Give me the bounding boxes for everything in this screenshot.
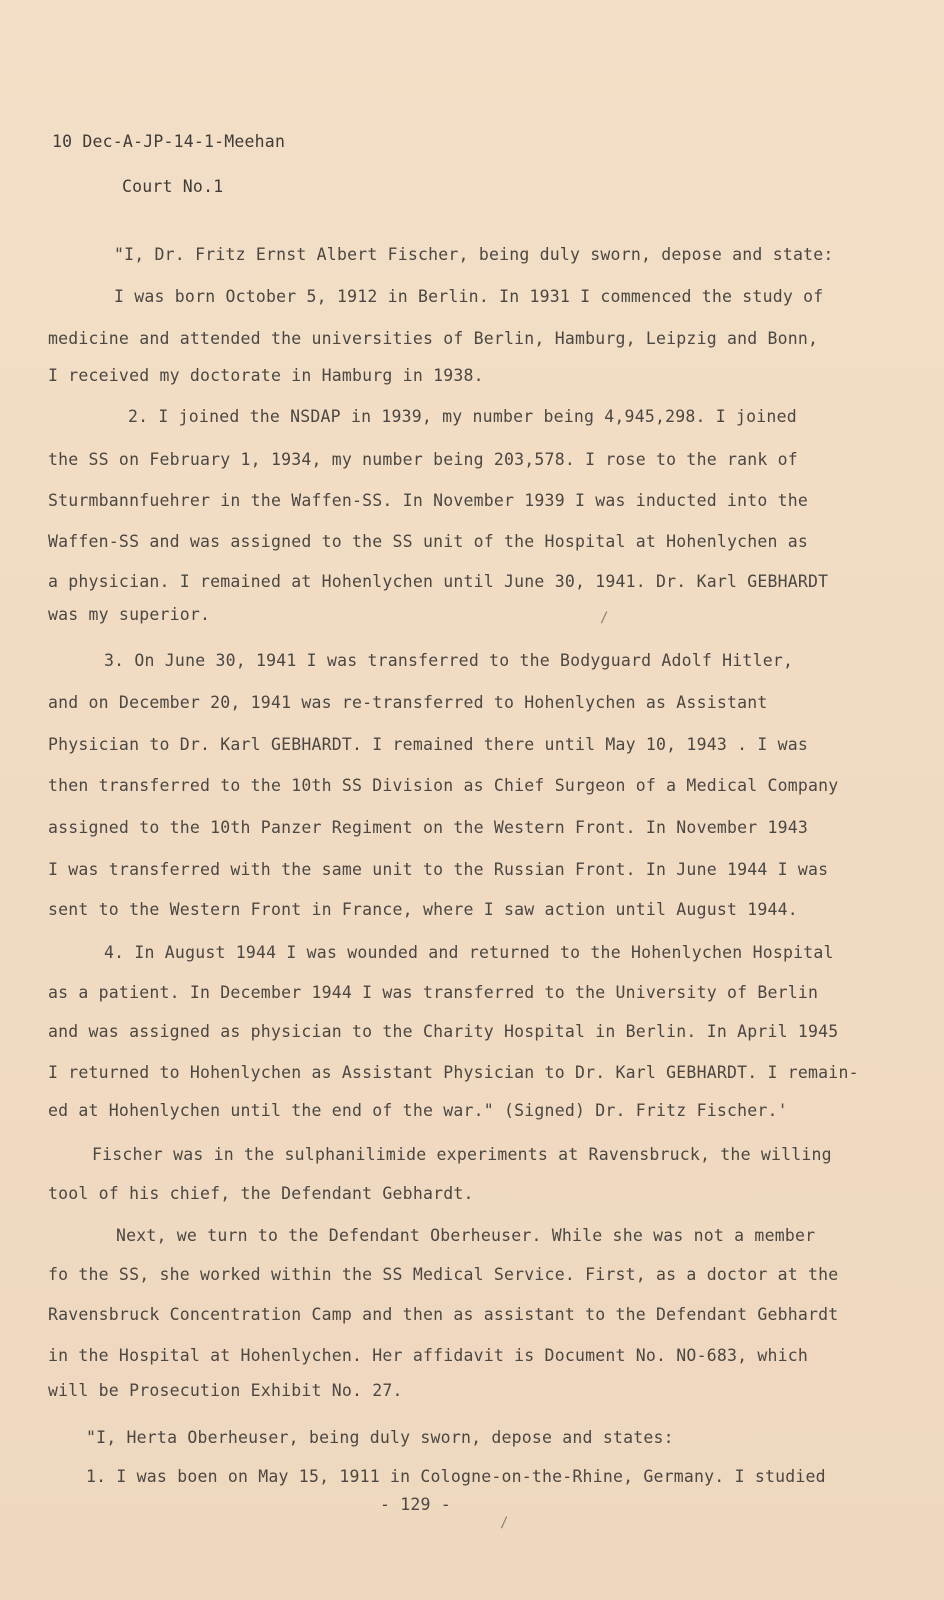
pencil-tick-mark: / — [600, 610, 609, 626]
document-reference: 10 Dec-A-JP-14-1-Meehan — [52, 132, 286, 151]
body-line: fo the SS, she worked within the SS Medical Service. First, as a doctor at the — [48, 1265, 839, 1284]
body-line: sent to the Western Front in France, where I saw action until August 1944. — [48, 900, 798, 919]
court-number: Court No.1 — [122, 177, 224, 196]
body-line: tool of his chief, the Defendant Gebhardt. — [48, 1184, 474, 1203]
body-line: as a patient. In December 1944 I was transferred to the University of Berlin — [48, 983, 819, 1002]
body-line: Fischer was in the sulphanilimide experiments at Ravensbruck, the willing — [92, 1145, 832, 1164]
body-line: Ravensbruck Concentration Camp and then as assistant to the Defendant Gebhardt — [48, 1305, 839, 1324]
pencil-tick-mark: / — [500, 1515, 509, 1531]
body-line: will be Prosecution Exhibit No. 27. — [48, 1381, 403, 1400]
body-line: "I, Herta Oberheuser, being duly sworn, depose and states: — [86, 1428, 674, 1447]
body-line: in the Hospital at Hohenlychen. Her affidavit is Document No. NO-683, which — [48, 1346, 809, 1365]
body-line: ed at Hohenlychen until the end of the war." (Signed) Dr. Fritz Fischer.' — [48, 1101, 788, 1120]
body-line: Physician to Dr. Karl GEBHARDT. I remained there until May 10, 1943 . I was — [48, 735, 809, 754]
body-line: 1. I was boen on May 15, 1911 in Cologne-on-the-Rhine, Germany. I studied — [86, 1467, 826, 1486]
body-line: assigned to the 10th Panzer Regiment on the Western Front. In November 1943 — [48, 818, 809, 837]
body-line: 3. On June 30, 1941 I was transferred to the Bodyguard Adolf Hitler, — [104, 651, 794, 670]
body-line: 2. I joined the NSDAP in 1939, my number being 4,945,298. I joined — [128, 407, 797, 426]
body-line: a physician. I remained at Hohenlychen until June 30, 1941. Dr. Karl GEBHARDT — [48, 572, 829, 591]
body-line: I received my doctorate in Hamburg in 1938. — [48, 366, 484, 385]
body-line: Waffen-SS and was assigned to the SS unit of the Hospital at Hohenlychen as — [48, 532, 809, 551]
body-line: and on December 20, 1941 was re-transferred to Hohenlychen as Assistant — [48, 693, 768, 712]
body-line: I returned to Hohenlychen as Assistant Physician to Dr. Karl GEBHARDT. I remain- — [48, 1063, 859, 1082]
body-line: I was born October 5, 1912 in Berlin. In 1931 I commenced the study of — [114, 287, 824, 306]
body-line: medicine and attended the universities of Berlin, Hamburg, Leipzig and Bonn, — [48, 329, 819, 348]
body-line: the SS on February 1, 1934, my number being 203,578. I rose to the rank of — [48, 450, 798, 469]
body-line: "I, Dr. Fritz Ernst Albert Fischer, being duly sworn, depose and state: — [114, 245, 834, 264]
body-line: Next, we turn to the Defendant Oberheuser. While she was not a member — [116, 1226, 816, 1245]
body-line: then transferred to the 10th SS Division as Chief Surgeon of a Medical Company — [48, 776, 839, 795]
body-line: and was assigned as physician to the Charity Hospital in Berlin. In April 1945 — [48, 1022, 839, 1041]
body-line: 4. In August 1944 I was wounded and returned to the Hohenlychen Hospital — [104, 943, 834, 962]
body-line: I was transferred with the same unit to the Russian Front. In June 1944 I was — [48, 860, 829, 879]
page-number: - 129 - — [380, 1495, 451, 1514]
body-line: was my superior. — [48, 605, 211, 624]
body-line: Sturmbannfuehrer in the Waffen-SS. In November 1939 I was inducted into the — [48, 491, 809, 510]
